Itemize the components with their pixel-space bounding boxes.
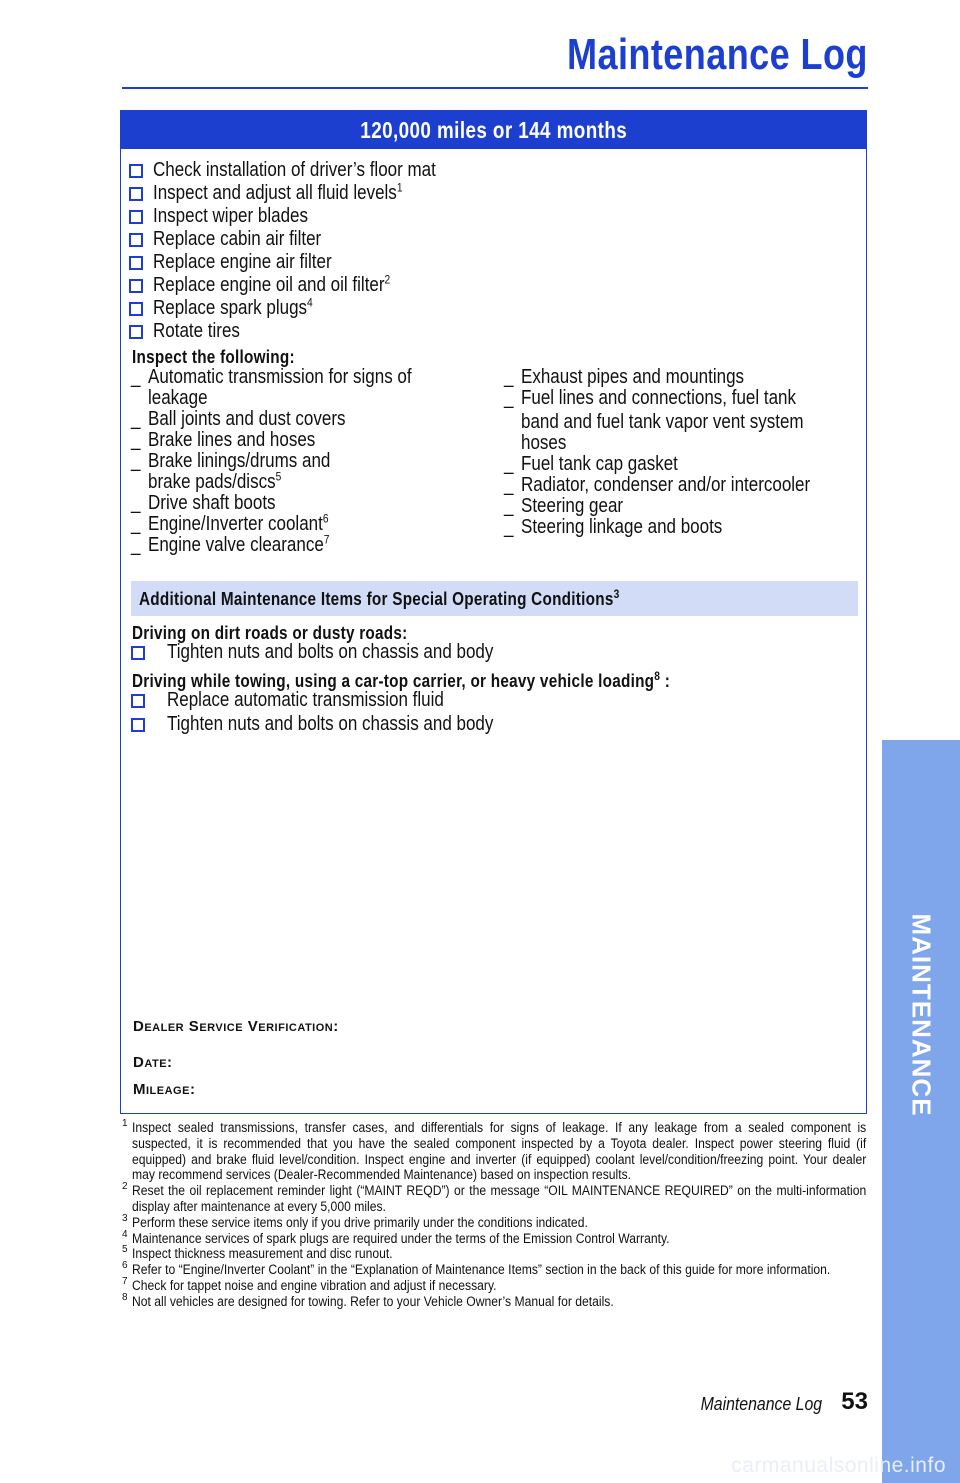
task-checklist	[129, 159, 486, 343]
checkbox-icon[interactable]	[131, 646, 145, 660]
inspect-item: _ Engine/Inverter coolant$^6$	[131, 514, 437, 535]
checkbox-icon[interactable]	[129, 164, 143, 178]
task-item: Replace engine air filter	[129, 251, 486, 274]
task-item: Inspect and adjust all fluid levels$^1$	[129, 182, 486, 205]
inspect-item: _ Radiator, condenser and/or intercooler	[504, 475, 878, 496]
date-label: DATE:	[133, 1054, 173, 1071]
footnote: 8 Not all vehicles are designed for towing. Refer to your Vehicle Owner’s Manual for details.	[122, 1291, 614, 1309]
page-number: 53	[841, 1388, 868, 1415]
footnote: 1 Inspect sealed transmissions, transfer cases, and differentials for signs of leakage. If any leakage from a sealed component is suspected, it is recommended that you have the sealed component inspected by a Toyota dealer. Inspect power steering fluid (if equipped) and brake fluid level/condition. Inspect engine and inverter (if equipped) coolant level/condition/freezing point. Your dealer may recommend services (Dealer-Recommended Maintenance) based on inspection results.	[122, 1118, 867, 1183]
inspect-item: _ Drive shaft boots	[131, 493, 437, 514]
inspect-item: _ Automatic transmission for signs of leakage	[131, 367, 437, 409]
dirt-roads-heading: Driving on dirt roads or dusty roads:	[132, 623, 408, 643]
inspect-item: _ Steering gear	[504, 496, 878, 517]
footnote: 7 Check for tappet noise and engine vibration and adjust if necessary.	[122, 1275, 497, 1293]
inspect-list-right	[504, 367, 944, 538]
inspect-item: _ Engine valve clearance$^7$	[131, 535, 437, 556]
footnote: 4 Maintenance services of spark plugs are required under the terms of the Emission Control Warranty.	[122, 1228, 670, 1246]
inspect-list-left	[131, 367, 491, 556]
checkbox-icon[interactable]	[129, 325, 143, 339]
footnote: 3 Perform these service items only if you drive primarily under the conditions indicated.	[122, 1212, 588, 1230]
task-item: Check installation of driver’s floor mat	[129, 159, 486, 182]
watermark: carmanualsonline.info	[731, 1454, 946, 1477]
special-conditions-band	[131, 581, 858, 616]
task-item: Replace automatic transmission fluid	[131, 689, 493, 712]
special-conditions-heading: Additional Maintenance Items for Special Operating Conditions$^3$	[139, 587, 620, 609]
inspect-item: _ Brake lines and hoses	[131, 430, 437, 451]
footer-section-label: Maintenance Log	[700, 1394, 822, 1414]
task-item: Replace cabin air filter	[129, 228, 486, 251]
interval-heading: 120,000 miles or 144 months	[121, 111, 866, 149]
footnote: 5 Inspect thickness measurement and disc runout.	[122, 1244, 393, 1262]
checkbox-icon[interactable]	[129, 256, 143, 270]
towing-heading: Driving while towing, using a car-top carrier, or heavy vehicle loading$^8$ :	[132, 669, 671, 691]
inspect-item: _ Fuel tank cap gasket	[504, 454, 878, 475]
checkbox-icon[interactable]	[129, 187, 143, 201]
title-divider	[122, 87, 868, 89]
checkbox-icon[interactable]	[129, 210, 143, 224]
inspect-heading: Inspect the following:	[132, 347, 295, 367]
inspect-item: _ Brake linings/drums and brake pads/discs$^5$	[131, 451, 437, 493]
task-item: Tighten nuts and bolts on chassis and body	[131, 713, 551, 736]
task-item: Replace spark plugs$^4$	[129, 297, 486, 320]
footnote: 2 Reset the oil replacement reminder light (“MAINT REQD”) or the message “OIL MAINTENANCE REQUIRED” on the multi-information display after maintenance at every 5,000 miles.	[122, 1181, 867, 1214]
maintenance-interval-box	[120, 110, 867, 1114]
checkbox-icon[interactable]	[131, 694, 145, 708]
inspect-item: _ Steering linkage and boots	[504, 517, 878, 538]
side-tab-label: MAINTENANCE	[906, 913, 937, 1117]
inspect-item: _ Exhaust pipes and mountings	[504, 367, 878, 388]
section-side-tab[interactable]	[882, 740, 960, 1483]
task-item: Tighten nuts and bolts on chassis and body	[131, 641, 551, 664]
page-title: Maintenance Log	[567, 30, 868, 79]
inspect-item: _ Ball joints and dust covers	[131, 409, 437, 430]
inspect-item: _ Fuel lines and connections, fuel tank band and fuel tank vapor vent system hoses	[504, 388, 878, 454]
dealer-verification-label: DEALER SERVICE VERIFICATION:	[133, 1018, 339, 1035]
checkbox-icon[interactable]	[129, 302, 143, 316]
footnotes	[122, 1120, 867, 1310]
task-item: Rotate tires	[129, 320, 486, 343]
checkbox-icon[interactable]	[129, 279, 143, 293]
checkbox-icon[interactable]	[131, 718, 145, 732]
mileage-label: MILEAGE:	[133, 1081, 196, 1098]
task-item: Inspect wiper blades	[129, 205, 486, 228]
footnote: 6 Refer to “Engine/Inverter Coolant” in the “Explanation of Maintenance Items” section in the back of this guide for more information.	[122, 1260, 831, 1278]
task-item: Replace engine oil and oil filter$^2$	[129, 274, 486, 297]
checkbox-icon[interactable]	[129, 233, 143, 247]
